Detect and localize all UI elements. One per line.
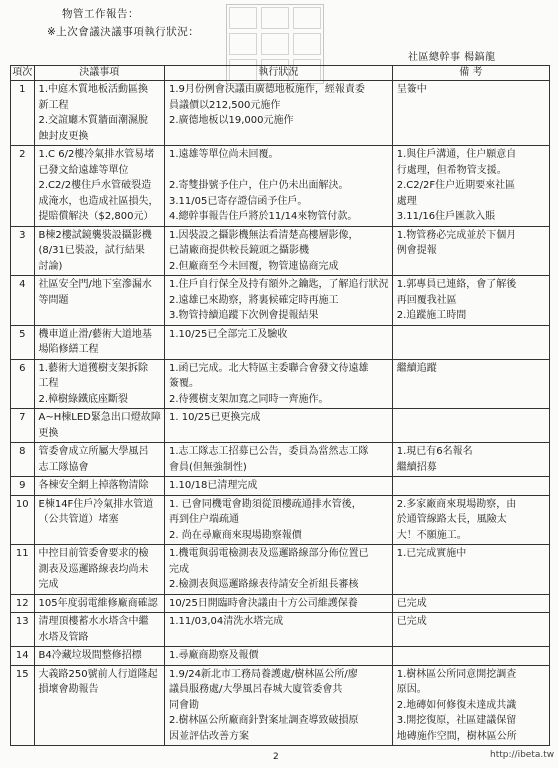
remark-cell [392, 495, 549, 545]
resolution-item-cell [34, 359, 164, 409]
text-line: 繼續追蹤 [396, 362, 437, 374]
table-row [11, 226, 550, 276]
execution-status-cell [164, 443, 392, 477]
row-number: 15 [11, 665, 35, 746]
table-row [11, 495, 550, 545]
text-line: 3.11/05已寄存證信函予住戶。 [168, 195, 308, 207]
row-number: 6 [11, 359, 35, 409]
resolution-item-cell [34, 594, 164, 613]
text-line: 中控目前管委會要求的檢 [38, 548, 149, 559]
text-line: B棟2樓試鏡襲裝設攝影機 [38, 229, 152, 241]
text-line: 1.11/03,04清洗水塔完成 [168, 616, 284, 627]
text-line: 2.樹林區公所廠商針對案址調查導致破損原 [168, 715, 359, 726]
text-line: 1.與住戶溝通，住户願意自 [396, 149, 517, 160]
column-header-item: 決議事項 [34, 66, 164, 81]
execution-status-cell [164, 276, 392, 326]
text-line: 測表及巡邏路線表均尚未 [38, 563, 149, 575]
text-line: 10/25日開臨時會決議由十方公司維護保養 [168, 597, 358, 609]
row-number: 12 [11, 594, 35, 613]
text-line: 討論) [38, 260, 63, 272]
table-row [11, 443, 550, 477]
text-line [397, 648, 545, 664]
text-line: 行處理，但希物管支援。 [396, 164, 507, 176]
remark-cell [392, 81, 549, 146]
watermark-text: http://ibeta.tw [490, 750, 555, 760]
execution-status-cell [164, 647, 392, 666]
text-line: 因並評估改善方案 [168, 730, 249, 742]
text-line: E棟14F住戶冷氣排水管道 [38, 498, 154, 510]
execution-status-cell [164, 325, 392, 359]
table-row [11, 665, 550, 746]
text-line: 清理頂樓蓄水水塔含中繼 [38, 616, 149, 627]
execution-status-cell [164, 545, 392, 595]
execution-status-cell [164, 226, 392, 276]
resolution-table [10, 65, 550, 746]
table-row [11, 146, 550, 227]
text-line: 1.尋廠商勘察及報價 [168, 650, 259, 661]
text-line: 2.寄雙掛號予住户，住户仍未出面解決。 [168, 180, 349, 191]
row-number: 7 [11, 409, 35, 443]
text-line: 1.住戶自行保全及持有額外之鑰匙，了解追行狀況 [168, 279, 389, 290]
text-line: 2.廣德地板以19,000元施作 [168, 115, 294, 126]
text-line [169, 163, 388, 179]
text-line: 1.因裝設之攝影機無法看清楚高樓層影像， [168, 229, 359, 241]
text-line: 再到住户端疏通 [168, 514, 239, 525]
text-line: 3.11/16住戶匯款入賬 [396, 211, 496, 222]
remark-cell [392, 443, 549, 477]
remark-cell [392, 613, 549, 647]
text-line: 2.待獲樹支架加寬之同時一齊施作。 [168, 393, 329, 405]
text-line: 管委會成立所屬大學風呂 [38, 446, 149, 457]
text-line: 已完成 [396, 616, 427, 627]
remark-cell [392, 594, 549, 613]
resolution-item-cell [34, 276, 164, 326]
column-header-status: 執行狀況 [164, 66, 392, 81]
resolution-item-cell [34, 443, 164, 477]
text-line: 1.9月份例會決議由廣德地板施作，經報責委 [168, 84, 365, 95]
table-header-row [11, 66, 550, 81]
table-row [11, 276, 550, 326]
text-line: 1.9/24新北市工務局養護處/樹林區公所/廖 [168, 668, 358, 680]
text-line: 2.遠雄已來勘察，將裏候確定時再施工 [168, 294, 339, 306]
text-line: 場陷修繕工程 [38, 344, 99, 355]
text-line: 2.C2/2F住户近期要來社區 [396, 180, 516, 191]
remark-cell [392, 647, 549, 666]
text-line: 1.藝術大道獲樹支架拆除 [38, 362, 149, 374]
row-number: 3 [11, 226, 35, 276]
text-line: 處理 [396, 195, 417, 207]
text-line: 2.地磚如何修復未達成共識 [396, 699, 517, 711]
resolution-item-cell [34, 665, 164, 746]
remark-cell [392, 409, 549, 443]
remark-cell [392, 359, 549, 409]
reporter-name: 社區總幹事 楊鎬龍 [408, 52, 496, 63]
text-line: 已請廠商提供較長鏡頭之攝影機 [168, 245, 309, 256]
table-row [11, 81, 550, 146]
table-body [11, 81, 550, 746]
execution-status-cell [164, 477, 392, 496]
row-number: 2 [11, 146, 35, 227]
text-line: 1. 10/25已更換完成 [168, 412, 261, 423]
text-line: 1.遠雄等單位尚未回覆。 [168, 149, 279, 160]
text-line: （公共管道）堵塞 [38, 514, 119, 525]
text-line: 2.但廠商至今未回覆，物管連協商完成 [168, 260, 339, 272]
resolution-item-cell [34, 81, 164, 146]
execution-status-cell [164, 594, 392, 613]
text-line: 提賠償解決（$2,800元） [38, 211, 154, 222]
text-line: 3.開挖復原，社區建議保留 [396, 715, 517, 726]
text-line: 1.現已有6名報名 [396, 446, 473, 457]
text-line: 再回覆我社區 [396, 294, 457, 306]
execution-status-cell [164, 613, 392, 647]
table-row [11, 325, 550, 359]
text-line: 社區安全門/地下室滲漏水 [38, 279, 152, 290]
text-line: 機車道止滑/藝術大道地基 [38, 328, 152, 340]
text-line: 1.C 6/2樓冷氣排水管易堵 [38, 149, 155, 160]
text-line: 1.機電與弱電檢測表及巡邏路線部分佈位置已 [168, 548, 369, 559]
table-row [11, 647, 550, 666]
remark-cell [392, 665, 549, 746]
row-number: 13 [11, 613, 35, 647]
text-line: 105年度弱電維修廠商確認 [38, 597, 158, 609]
text-line: 大義路250號前人行道隆起 [38, 668, 158, 680]
report-title: 物管工作報告： [62, 8, 139, 20]
table-row [11, 613, 550, 647]
resolution-item-cell [34, 613, 164, 647]
table-row [11, 594, 550, 613]
row-number: 11 [11, 545, 35, 595]
row-number: 8 [11, 443, 35, 477]
text-line: 大！不願施工。 [396, 529, 467, 541]
column-header-no: 項次 [11, 66, 35, 81]
text-line: 1.已完成實施中 [396, 548, 467, 559]
resolution-item-cell [34, 477, 164, 496]
remark-cell [392, 477, 549, 496]
text-line: B4冷藏垃圾間整修招標 [38, 650, 142, 661]
text-line [397, 327, 545, 343]
text-line: 1.10/18已清理完成 [168, 480, 258, 491]
text-line: 呈簽中 [396, 84, 427, 95]
text-line: 2.檢測表與巡邏路線表待請安全祈組長審核 [168, 579, 359, 590]
text-line: 會員(但無強制性) [168, 461, 247, 473]
text-line: 2.多家廠商來現場勘察，由 [396, 498, 517, 510]
resolution-item-cell [34, 146, 164, 227]
text-line: 1.志工隊志工招募已公告，委員為當然志工隊 [168, 446, 369, 457]
text-line: 例會提報 [396, 245, 437, 256]
text-line: 等問題 [38, 294, 69, 306]
text-line: 地磚施作空間，樹林區公所 [396, 730, 517, 742]
text-line: 工程 [38, 378, 59, 389]
text-line: 1.10/25已全部完工及驗收 [168, 328, 288, 340]
text-line: 已發文給遠雄等單位 [38, 164, 129, 176]
resolution-item-cell [34, 409, 164, 443]
text-line: A~H棟LED緊急出口燈故障 [38, 412, 161, 423]
text-line: 各棟安全網上掉落物清除 [38, 480, 149, 491]
row-number: 14 [11, 647, 35, 666]
table-row [11, 545, 550, 595]
text-line: 1. 已會同機電會勘須從頂樓疏通排水管後， [168, 498, 362, 510]
remark-cell [392, 545, 549, 595]
text-line: 志工隊協會 [38, 461, 89, 473]
execution-status-cell [164, 81, 392, 146]
row-number: 5 [11, 325, 35, 359]
execution-status-cell [164, 409, 392, 443]
resolution-item-cell [34, 647, 164, 666]
execution-status-cell [164, 495, 392, 545]
remark-cell [392, 276, 549, 326]
text-line: 新工程 [38, 99, 69, 111]
text-line: 2.追蹤施工時間 [396, 310, 467, 321]
remark-cell [392, 226, 549, 276]
remark-cell [392, 146, 549, 227]
text-line: 完成 [168, 563, 189, 575]
resolution-item-cell [34, 226, 164, 276]
execution-status-cell [164, 359, 392, 409]
text-line: 2.C2/2樓住戶水管破裂造 [38, 180, 152, 191]
text-line: 更換 [38, 427, 59, 439]
resolution-item-cell [34, 545, 164, 595]
row-number: 1 [11, 81, 35, 146]
report-subtitle: ※上次會議決議事項執行狀況： [47, 26, 200, 38]
text-line: 原因。 [396, 684, 427, 695]
text-line: 蝕封皮更換 [38, 130, 89, 142]
text-line: 2.交誼廳木質牆面潮濕脫 [38, 115, 149, 126]
row-number: 4 [11, 276, 35, 326]
text-line: 於通管線路太長，風險太 [396, 514, 507, 525]
text-line [397, 478, 545, 494]
table-row [11, 477, 550, 496]
text-line: 1.物管務必完成並於下個月 [396, 229, 517, 241]
table-row [11, 409, 550, 443]
column-header-note: 備 考 [392, 66, 549, 81]
text-line: 3.物管持續追蹤下次例會提報結果 [168, 310, 319, 321]
text-line: 1.樹林區公所同意開挖調查 [396, 668, 517, 680]
text-line: 1.函已完成。北大特區主委聯合會發文待遠雄 [168, 362, 369, 374]
text-line: 2. 尚在尋廠商來現場勘察報價 [168, 529, 302, 541]
resolution-item-cell [34, 325, 164, 359]
text-line: 成淹水，也造成社區損失， [38, 195, 159, 207]
text-line: 1.郭專員已連絡，會了解後 [396, 279, 517, 290]
text-line: 1.中庭木質地板活動區換 [38, 84, 149, 95]
text-line: 損壞會勘報告 [38, 684, 99, 695]
text-line: 2.樟樹綠鐵底座斷裂 [38, 393, 129, 405]
row-number: 9 [11, 477, 35, 496]
text-line: (8/31已裝設，試行結果 [38, 245, 145, 256]
table-row [11, 359, 550, 409]
execution-status-cell [164, 665, 392, 746]
text-line: 同會勘 [168, 699, 199, 711]
text-line [397, 410, 545, 426]
text-line: 簽覆。 [168, 378, 199, 389]
text-line: 已完成 [396, 597, 427, 609]
row-number: 10 [11, 495, 35, 545]
page-number: 2 [273, 752, 279, 762]
execution-status-cell [164, 146, 392, 227]
text-line: 繼續招募 [396, 461, 437, 473]
remark-cell [392, 325, 549, 359]
text-line: 水塔及管路 [38, 631, 89, 643]
text-line: 議員服務處/大學風呂春城大廈管委會共 [168, 684, 343, 695]
text-line: 員議價以212,500元施作 [168, 99, 281, 111]
text-line: 完成 [38, 579, 59, 590]
text-line: 4.總幹事報告住戶將於11/14來物管付款。 [168, 211, 358, 222]
resolution-item-cell [34, 495, 164, 545]
